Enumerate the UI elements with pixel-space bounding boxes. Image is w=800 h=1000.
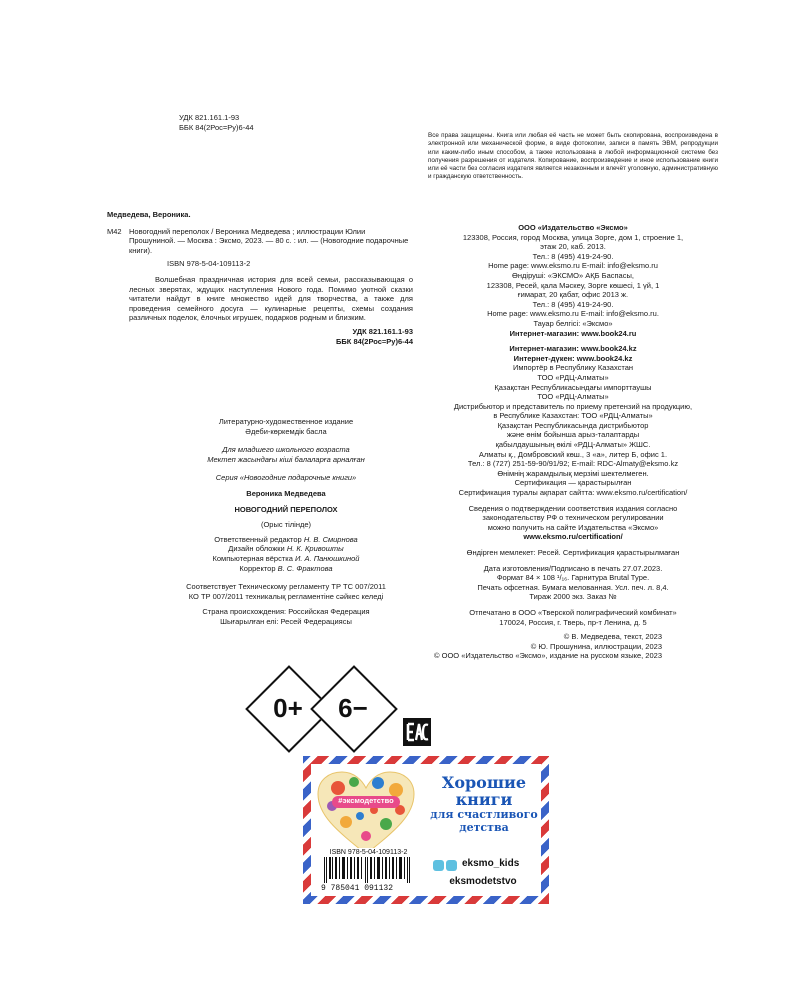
editor-label: Ответственный редактор: [214, 534, 302, 544]
publisher-line: этаж 20, каб. 2013.: [540, 242, 606, 252]
editor-name: Н. В. Смирнова: [303, 534, 358, 544]
kz-line: ТОО «РДЦ-Алматы»: [537, 392, 609, 402]
imprint-author: Вероника Медведева: [246, 488, 326, 498]
publisher-line: ғимарат, 20 қабат, офис 2013 ж.: [517, 290, 629, 300]
imprint-title: НОВОГОДНИЙ ПЕРЕПОЛОХ: [234, 504, 338, 514]
kz-line: Тел.: 8 (727) 251-59-90/91/92; E-mail: RDC-Almaty@eksmo.kz: [467, 459, 679, 469]
biblio-udk: УДК 821.161.1-93: [352, 326, 413, 336]
shop-kz: Интернет-магазин: www.book24.kz: [509, 344, 637, 354]
kz-line: қабылдаушының өкілі «РДЦ-Алматы» ЖШС.: [495, 440, 651, 450]
publisher-line: Тел.: 8 (495) 419-24-90.: [532, 251, 614, 261]
telegram-icon: [446, 860, 457, 871]
copyright-line: © Ю. Прошунина, иллюстрации, 2023: [530, 641, 662, 651]
age-group: Для младшего школьного возраста: [222, 445, 350, 455]
entry-first-line: Новогодний переполох / Вероника Медведева ; иллюстрации Юлии: [129, 226, 366, 236]
eac-glyph: [403, 718, 431, 746]
publisher-name: ООО «Издательство «Эксмо»: [518, 223, 628, 232]
vk-icon: [433, 860, 444, 871]
age-group-kz: Мектеп жасындағы кіші балаларға арналған: [207, 454, 365, 464]
kz-line: және өнім бойынша арыз-талаптарды: [506, 430, 640, 440]
print-line: Формат 84 × 108 ¹/₁₆. Гарнитура Brutal Type.: [496, 573, 650, 583]
kz-line: Алматы қ., Домбровский көш., 3 «а», литер Б, офис 1.: [478, 449, 668, 459]
kz-line: Сертификация — қарастырылған: [514, 478, 632, 488]
print-line: Тираж 2000 экз. Заказ №: [529, 592, 617, 602]
layout-label: Компьютерная вёрстка: [212, 553, 293, 563]
envelope-title: [424, 774, 544, 834]
heart-label: #эксмодетство: [338, 796, 394, 805]
origin-country: Страна происхождения: Российская Федерация: [202, 607, 370, 617]
envelope-inner: [311, 764, 541, 896]
eac-mark-icon: [403, 718, 431, 746]
barcode-isbn: ISBN 978-5-04-109113-2: [329, 849, 408, 856]
lit-type-kz: Әдеби-көркемдік басла: [245, 426, 327, 436]
language-note: (Орыс тілінде): [260, 520, 312, 530]
author-heading: Медведева, Вероника.: [107, 210, 191, 219]
barcode-digits: 9 785041 091132: [321, 884, 416, 893]
kz-line: Импортёр в Республику Казахстан: [512, 363, 634, 373]
kz-line: ТОО «РДЦ-Алматы»: [537, 372, 609, 382]
cover-label: Дизайн обложки: [228, 544, 285, 554]
printer-line: Отпечатано в ООО «Тверской полиграфический комбинат»: [469, 607, 677, 617]
catalog-entry: [107, 227, 413, 256]
shop-ru: Интернет-магазин: www.book24.ru: [509, 328, 637, 338]
printer-line: 170024, Россия, г. Тверь, пр-т Ленина, д. 5: [499, 617, 647, 627]
kz-line: Қазақстан Республикасындағы импорттаушы: [494, 382, 652, 392]
cert-url: www.eksmo.ru/certification/: [523, 532, 623, 542]
publisher-line: Тел.: 8 (495) 419-24-90.: [532, 299, 614, 309]
social-row: [433, 858, 533, 872]
publisher-line: Өндіруші: «ЭКСМО» АҚБ Баспасы,: [512, 270, 634, 280]
publisher-line: Тауар белгісі: «Эксмо»: [533, 318, 613, 328]
bbk-code: ББК 84(2Рос=Ру)6-44: [179, 122, 254, 132]
editor-line: [160, 535, 412, 545]
publisher-line: Home page: www.eksmo.ru E-mail: info@eksmo.ru.: [487, 309, 659, 319]
kz-line: Өнімнің жарамдылық мерзімі шектелмеген.: [497, 468, 649, 478]
series: Серия «Новогодние подарочные книги»: [215, 473, 357, 483]
cert-line: законодательству РФ о техническом регулировании: [482, 513, 664, 523]
catalog-code: М42: [107, 226, 122, 236]
copyright-line: © ООО «Издательство «Эксмо», издание на русском языке, 2023: [434, 651, 662, 661]
publisher-line: Home page: www.eksmo.ru E-mail: info@eksmo.ru: [488, 261, 658, 271]
social-handle: eksmo_kids: [462, 858, 520, 869]
annotation: Волшебная праздничная история для всей семьи, рассказывающая о лесных зверятах, ждущих наступления Нового года. Помимо уютной сказки читатели найдут в книге множество идей для творчества, а также для проведения семейного досуга — кулинарные рецепты, схемы создания различных поделок, ёлочных игрушек, подарков родным и близким.: [129, 274, 413, 323]
barcode-bars: [321, 857, 416, 883]
kz-line: Дистрибьютор и представитель по приему претензий на продукцию,: [453, 401, 693, 411]
kz-line: Қазақстан Республикасында дистрибьютор: [497, 420, 649, 430]
corrector-line: [160, 564, 412, 574]
corrector-name: В. С. Фрактова: [277, 563, 333, 573]
layout-line: [160, 554, 412, 564]
biblio-bbk: ББК 84(2Рос=Ру)6-44: [336, 336, 413, 346]
print-line: Печать офсетная. Бумага мелованная. Усл. печ. л. 8,4.: [477, 582, 669, 592]
cert-line: можно получить на сайте Издательства «Эксмо»: [487, 522, 659, 532]
top-classification: [179, 113, 254, 132]
title-line: Хорошие: [441, 773, 527, 792]
origin-country-kz: Шығарылған елі: Ресей Федерациясы: [220, 616, 352, 626]
entry-rest: Прошуниной. — Москва : Эксмо, 2023. — 80 с. : ил. — (Новогодние подарочные книги).: [129, 236, 409, 255]
cover-line: [160, 544, 412, 554]
tech-reg-kz: КО ТР 007/2011 техникалық регламентіне сәйкес келеді: [188, 591, 384, 601]
publisher-info: [428, 223, 718, 627]
tech-reg: Соответствует Техническому регламенту ТР ТС 007/2011: [186, 582, 386, 592]
copyright-line: © В. Медведева, текст, 2023: [563, 632, 662, 641]
copyright-block: [360, 632, 662, 661]
kz-line: в Республике Казахстан: ТОО «РДЦ-Алматы»: [493, 411, 653, 421]
print-line: Дата изготовления/Подписано в печать 27.07.2023.: [483, 563, 663, 573]
cert-line: Сведения о подтверждении соответствия издания согласно: [468, 503, 678, 513]
rights-notice: Все права защищены. Книга или любая её часть не может быть скопирована, воспроизведена в электронной или механической форме, в виде фотокопии, записи в память ЭВМ, репродукции или каким-либо иным способом, а также использована в любой информационной системе без получения разрешения от издателя. Копирование, воспроизведение и иное использование книги или её части без согласия издателя является незаконным и влечёт уголовную, административную и гражданскую ответственность.: [428, 132, 718, 181]
imprint-block: [160, 417, 412, 627]
udk-code: УДК 821.161.1-93: [179, 113, 240, 122]
biblio-isbn: ISBN 978-5-04-109113-2: [167, 259, 251, 269]
heart-illustration-icon: [316, 770, 416, 856]
publisher-line: 123308, Ресей, қала Мәскеу, Зорге көшесі, 1 үй, 1: [486, 280, 660, 290]
title-line: детства: [459, 821, 509, 834]
age-badge-6: [308, 663, 398, 753]
site-handle: eksmodetstvo: [449, 876, 517, 887]
title-line: книги: [455, 790, 513, 809]
lit-type: Литературно-художественное издание: [218, 417, 354, 426]
layout-name: И. А. Панюшкиной: [295, 553, 360, 563]
origin-kz: Өндірген мемлекет: Ресей. Сертификация қарастырылмаған: [466, 548, 680, 557]
corrector-label: Корректор: [239, 563, 276, 573]
kz-line: Сертификация туралы ақпарат сайтта: www.eksmo.ru/certification/: [458, 488, 688, 498]
bibliographic-record: [107, 210, 413, 346]
badge-label: 0+: [273, 693, 303, 723]
title-line: для счастливого: [430, 808, 538, 821]
publisher-line: 123308, Россия, город Москва, улица Зорге, дом 1, строение 1,: [462, 232, 684, 242]
cover-name: Н. К. Кривошты: [286, 544, 344, 554]
badge-label: 6−: [338, 693, 368, 723]
shop-kz-alt: Интернет-дүкен: www.book24.kz: [513, 353, 633, 363]
promo-envelope: [303, 756, 549, 904]
barcode: [321, 848, 416, 892]
